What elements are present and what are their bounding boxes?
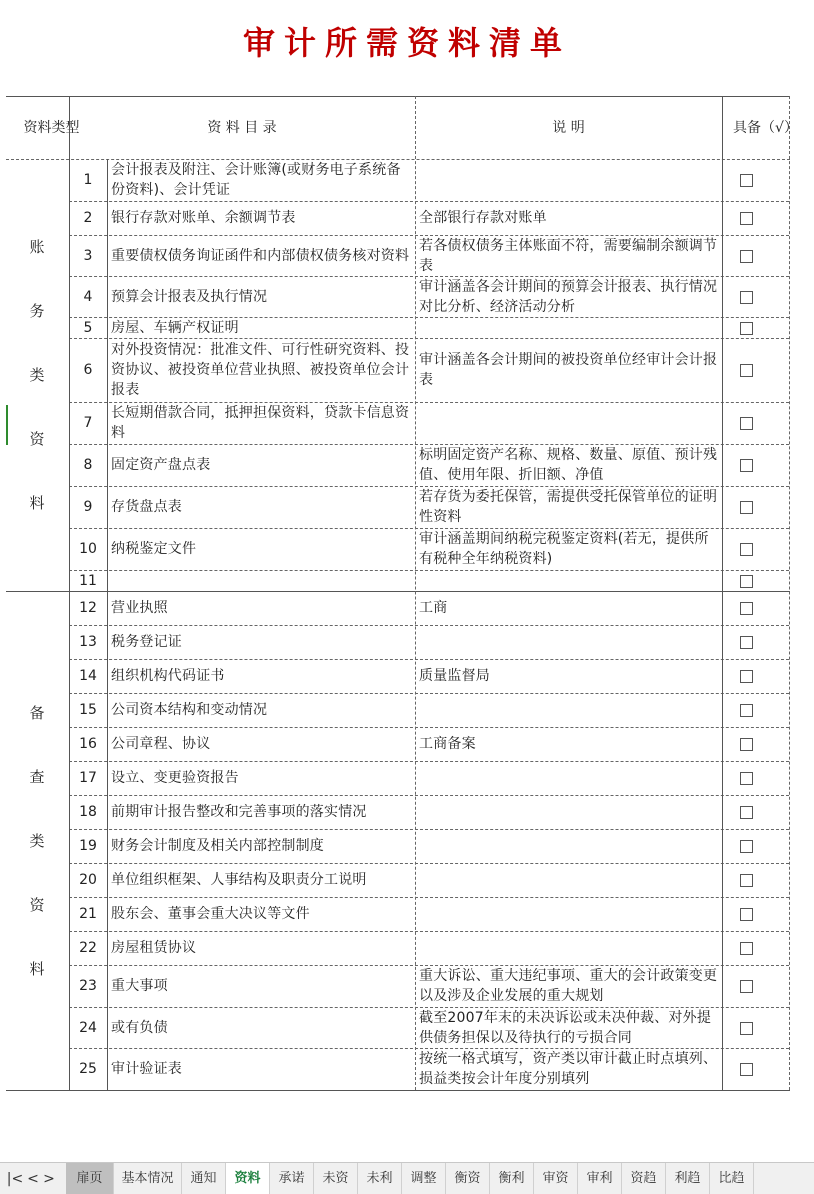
catalog-item-cell[interactable]: 重要债权债务询证函件和内部债权债务核对资料 [111, 247, 410, 264]
grid-line [69, 1048, 789, 1049]
row-number-cell[interactable]: 6 [83, 362, 93, 378]
sheet-tab[interactable]: 审资 [534, 1163, 578, 1194]
sheet-tab[interactable]: 未资 [314, 1163, 358, 1194]
ready-checkbox[interactable] [740, 543, 753, 556]
grid-line [69, 965, 789, 966]
ready-checkbox[interactable] [740, 942, 753, 955]
row-number-cell[interactable]: 21 [79, 906, 97, 922]
ready-checkbox[interactable] [740, 738, 753, 751]
row-number-cell[interactable]: 25 [79, 1061, 97, 1077]
grid-line [69, 317, 789, 318]
row-number-cell[interactable]: 24 [79, 1019, 97, 1036]
catalog-item-cell[interactable]: 公司章程、协议 [111, 736, 211, 752]
grid-line [6, 1090, 790, 1091]
grid-line [69, 863, 789, 864]
note-cell[interactable] [415, 761, 722, 795]
row-number-cell[interactable]: 15 [79, 702, 97, 718]
note-cell[interactable] [415, 159, 722, 201]
grid-line [722, 96, 723, 1090]
sheet-tab[interactable]: 审利 [578, 1163, 622, 1194]
catalog-item-cell[interactable]: 预算会计报表及执行情况 [111, 288, 268, 305]
catalog-item-cell[interactable]: 固定资产盘点表 [111, 457, 211, 473]
ready-checkbox[interactable] [740, 364, 753, 377]
category-char: 资 [29, 895, 45, 914]
row-number-cell[interactable]: 16 [79, 736, 97, 752]
sheet-tab[interactable]: 调整 [402, 1163, 446, 1194]
catalog-item-cell[interactable] [107, 570, 415, 591]
row-number-cell[interactable]: 14 [79, 668, 97, 684]
grid-line [789, 96, 790, 1090]
grid-line [69, 1007, 789, 1008]
row-number-cell[interactable]: 5 [83, 319, 93, 336]
grid-line [69, 486, 789, 487]
ready-checkbox[interactable] [740, 636, 753, 649]
sheet-tab[interactable]: 资趋 [622, 1163, 666, 1194]
row-number-cell[interactable]: 19 [79, 838, 97, 854]
grid-line [69, 402, 789, 403]
grid-line [69, 444, 789, 445]
category-char: 料 [29, 959, 45, 978]
grid-line [69, 795, 789, 796]
catalog-item-cell[interactable]: 会计报表及附注、会计账簿(或财务电子系统备份资料)、会计凭证 [111, 162, 401, 198]
ready-checkbox[interactable] [740, 1022, 753, 1035]
row-number-cell[interactable]: 23 [79, 978, 97, 994]
grid-line [69, 96, 70, 1090]
ready-checkbox[interactable] [740, 704, 753, 717]
note-cell[interactable] [415, 863, 722, 897]
catalog-item-cell[interactable]: 组织机构代码证书 [111, 668, 225, 684]
note-cell[interactable]: 全部银行存款对账单 [419, 210, 547, 226]
ready-checkbox[interactable] [740, 459, 753, 472]
note-cell[interactable]: 标明固定资产名称、规格、数量、原值、预计残值、使用年限、折旧额、净值 [419, 447, 718, 483]
catalog-item-cell[interactable]: 单位组织框架、人事结构及职责分工说明 [111, 872, 367, 888]
ready-checkbox[interactable] [740, 670, 753, 683]
ready-checkbox[interactable] [740, 908, 753, 921]
grid-line [6, 96, 790, 97]
note-cell[interactable] [415, 625, 722, 659]
prev-sheet-icon[interactable]: < [27, 1171, 39, 1187]
grid-line [69, 201, 789, 202]
page-title: 审计所需资料清单 [242, 24, 571, 62]
grid-line [69, 727, 789, 728]
grid-line [415, 96, 416, 1090]
catalog-item-cell[interactable]: 纳税鉴定文件 [111, 541, 197, 557]
sheet-tab[interactable]: 衡资 [446, 1163, 490, 1194]
catalog-item-cell[interactable]: 房屋租赁协议 [111, 940, 197, 956]
category-char: 备 [29, 703, 45, 722]
note-cell[interactable] [415, 931, 722, 965]
sheet-tab[interactable]: 扉页 [66, 1163, 114, 1194]
note-cell[interactable]: 按统一格式填写，资产类以审计截止时点填列、损益类按会计年度分别填列 [419, 1051, 718, 1087]
row-number-cell[interactable]: 18 [79, 804, 97, 820]
catalog-item-cell[interactable]: 营业执照 [111, 600, 168, 616]
grid-line [69, 761, 789, 762]
catalog-item-cell[interactable]: 设立、变更验资报告 [111, 770, 239, 786]
grid-line [69, 338, 789, 339]
row-number-cell[interactable]: 7 [83, 415, 93, 431]
note-cell[interactable] [415, 829, 722, 863]
ready-checkbox[interactable] [740, 174, 753, 187]
row-number-cell[interactable]: 17 [79, 770, 97, 786]
note-cell[interactable]: 审计涵盖各会计期间的预算会计报表、执行情况对比分析、经济活动分析 [419, 278, 718, 315]
header-note-cell[interactable]: 说 明 [552, 119, 585, 136]
ready-checkbox[interactable] [740, 417, 753, 430]
catalog-item-cell[interactable]: 财务会计制度及相关内部控制制度 [111, 838, 324, 854]
category-char: 类 [29, 831, 45, 850]
ready-checkbox[interactable] [740, 980, 753, 993]
sheet-tab[interactable]: 比趋 [710, 1163, 754, 1194]
grid-line [107, 159, 108, 1090]
category-char: 资 [29, 430, 45, 448]
row-number-cell[interactable]: 13 [79, 634, 97, 650]
catalog-item-cell[interactable]: 审计验证表 [111, 1061, 182, 1077]
grid-line [69, 693, 789, 694]
ready-checkbox[interactable] [740, 806, 753, 819]
grid-line [6, 159, 790, 160]
category-char: 账 [29, 238, 45, 256]
grid-line [69, 931, 789, 932]
catalog-item-cell[interactable]: 长短期借款合同，抵押担保资料，贷款卡信息资料 [111, 405, 410, 441]
ready-checkbox[interactable] [740, 874, 753, 887]
note-cell[interactable]: 若存货为委托保管，需提供受托保管单位的证明性资料 [419, 489, 718, 525]
note-cell[interactable] [415, 795, 722, 829]
sheet-tab[interactable]: 基本情况 [114, 1163, 182, 1194]
note-cell[interactable]: 质量监督局 [419, 668, 490, 684]
catalog-item-cell[interactable]: 股东会、董事会重大决议等文件 [111, 906, 310, 922]
ready-checkbox[interactable] [740, 291, 753, 304]
grid-line [69, 570, 789, 571]
row-number-cell[interactable]: 12 [79, 600, 97, 616]
category-char: 务 [29, 302, 45, 320]
row-number-cell[interactable]: 22 [79, 940, 97, 956]
row-number-cell[interactable]: 8 [83, 457, 93, 473]
note-cell[interactable]: 若各债权债务主体账面不符，需要编制余额调节表 [419, 237, 718, 274]
grid-line [69, 897, 789, 898]
catalog-item-cell[interactable]: 对外投资情况：批准文件、可行性研究资料、投资协议、被投资单位营业执照、被投资单位会计报表 [111, 342, 410, 398]
category-char: 类 [29, 366, 45, 384]
ready-checkbox[interactable] [740, 212, 753, 225]
ready-checkbox[interactable] [740, 575, 753, 588]
catalog-item-cell[interactable]: 税务登记证 [111, 634, 182, 650]
catalog-item-cell[interactable]: 存货盘点表 [111, 499, 182, 515]
first-sheet-nav[interactable]: |< [6, 1171, 24, 1187]
sheet-tab[interactable]: 承诺 [270, 1163, 314, 1194]
note-cell[interactable]: 工商备案 [419, 736, 476, 752]
grid-line [69, 528, 789, 529]
grid-line [69, 829, 789, 830]
grid-line [69, 659, 789, 660]
ready-checkbox[interactable] [740, 772, 753, 785]
catalog-item-cell[interactable]: 或有负债 [111, 1019, 168, 1036]
sheet-tab[interactable]: 未利 [358, 1163, 402, 1194]
note-cell[interactable] [415, 897, 722, 931]
ready-checkbox[interactable] [740, 602, 753, 615]
category-char: 料 [29, 494, 45, 512]
note-cell[interactable] [415, 570, 722, 591]
row-number-cell[interactable]: 4 [83, 288, 93, 305]
catalog-item-cell[interactable]: 重大事项 [111, 978, 168, 994]
note-cell[interactable]: 截至2007年末的未决诉讼或未决仲裁、对外提供债务担保以及待执行的亏损合同 [419, 1009, 712, 1046]
header-catalog-cell[interactable]: 资 料 目 录 [207, 119, 277, 136]
note-cell[interactable] [415, 693, 722, 727]
category-char: 查 [29, 767, 45, 786]
ready-checkbox[interactable] [740, 1063, 753, 1076]
row-number-cell[interactable]: 3 [83, 247, 93, 264]
note-cell[interactable] [415, 317, 722, 338]
sheet-tab[interactable]: 衡利 [490, 1163, 534, 1194]
sheet-tab[interactable]: 通知 [182, 1163, 226, 1194]
catalog-item-cell[interactable]: 银行存款对账单、余额调节表 [111, 210, 296, 226]
header-type-cell[interactable]: 资料类型 [23, 119, 80, 136]
row-number-cell[interactable]: 2 [83, 210, 93, 226]
sheet-tab-bar [0, 1162, 814, 1194]
header-ready-cell[interactable]: 具备（√） [733, 119, 798, 136]
grid-line [69, 235, 789, 236]
catalog-item-cell[interactable]: 公司资本结构和变动情况 [111, 702, 268, 718]
category-label[interactable] [6, 591, 68, 1090]
ready-checkbox[interactable] [740, 250, 753, 263]
grid-line [69, 276, 789, 277]
category-label[interactable] [6, 159, 68, 591]
note-cell[interactable]: 审计涵盖各会计期间的被投资单位经审计会计报表 [419, 352, 718, 388]
sheet-tab[interactable]: 利趋 [666, 1163, 710, 1194]
note-cell[interactable]: 审计涵盖期间纳税完税鉴定资料(若无，提供所有税种全年纳税资料) [419, 531, 709, 567]
row-number-cell[interactable]: 11 [79, 572, 97, 589]
ready-checkbox[interactable] [740, 322, 753, 335]
grid-line [69, 625, 789, 626]
ready-checkbox[interactable] [740, 840, 753, 853]
sheet-tab[interactable]: 资料 [226, 1163, 270, 1194]
note-cell[interactable]: 工商 [419, 600, 448, 616]
row-number-cell[interactable]: 20 [79, 872, 97, 888]
note-cell[interactable] [415, 402, 722, 444]
row-number-cell[interactable]: 1 [83, 172, 93, 188]
catalog-item-cell[interactable]: 前期审计报告整改和完善事项的落实情况 [111, 804, 367, 820]
grid-line [6, 591, 790, 592]
note-cell[interactable]: 重大诉讼、重大违纪事项、重大的会计政策变更以及涉及企业发展的重大规划 [419, 968, 718, 1004]
row-number-cell[interactable]: 10 [79, 541, 97, 557]
next-sheet-icon[interactable]: > [43, 1171, 55, 1187]
row-number-cell[interactable]: 9 [83, 499, 93, 515]
ready-checkbox[interactable] [740, 501, 753, 514]
catalog-item-cell[interactable]: 房屋、车辆产权证明 [111, 319, 239, 336]
